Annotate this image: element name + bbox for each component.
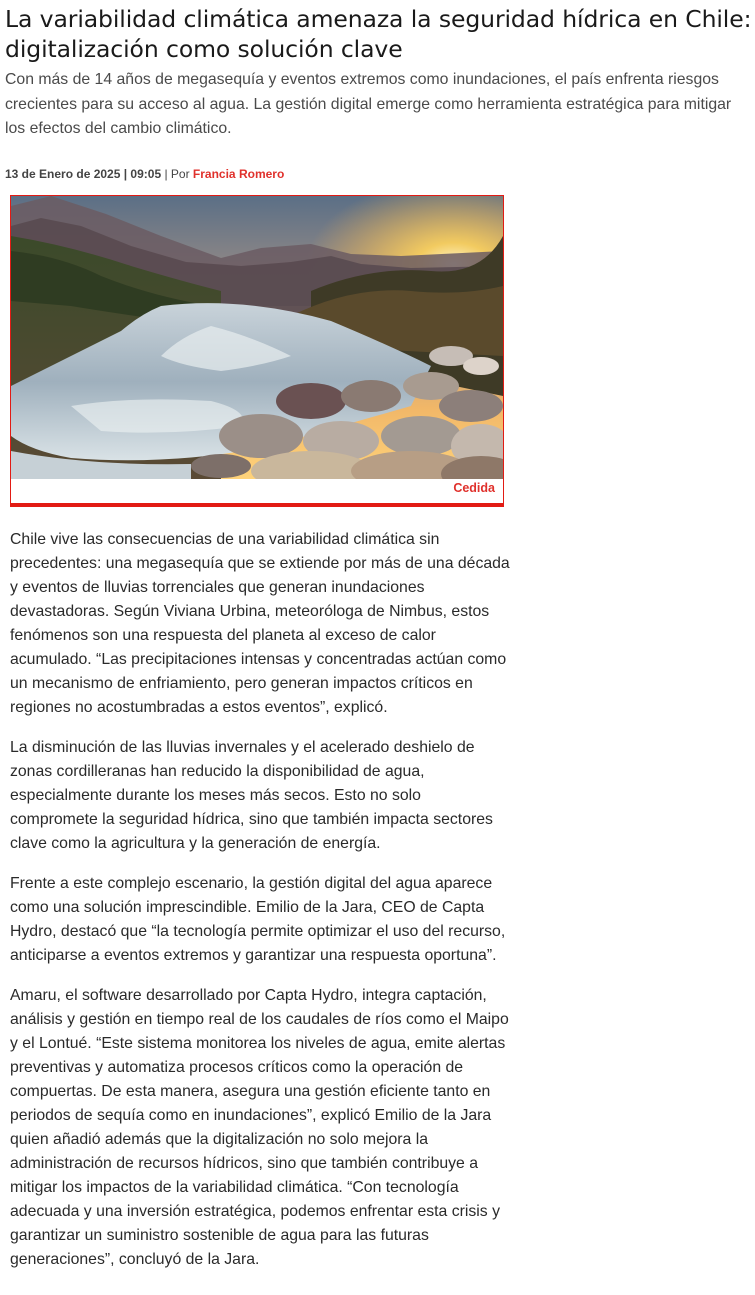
article-paragraph: Frente a este complejo escenario, la gestión digital del agua aparece como una solución imprescindible. Emilio de la Jara, CEO de Capta Hydro, destacó que “la tecnología permite optimizar el uso del recurso, anticiparse a eventos extremos y garantizar una respuesta oportuna”. xyxy=(10,875,506,964)
article-subtitle: Con más de 14 años de megasequía y eventos extremos como inundaciones, el país enfrenta riesgos crecientes para su acceso al agua. La gestión digital emerge como herramienta estratégica para mitigar los efectos del cambio climático. xyxy=(5,71,732,137)
publish-date: 13 de Enero de 2025 | 09:05 xyxy=(5,167,162,181)
image-credit: Cedida xyxy=(453,481,495,495)
lead-image-figure xyxy=(10,195,504,507)
river-sunset-photo xyxy=(11,196,503,479)
article-byline xyxy=(5,166,284,182)
article-headline: La variabilidad climática amenaza la seguridad hídrica en Chile: digitalización como solución clave xyxy=(5,5,752,63)
article-paragraph: La disminución de las lluvias invernales y el acelerado deshielo de zonas cordilleranas han reducido la disponibilidad de agua, especialmente durante los meses más secos. Esto no solo compromete la seguridad hídrica, sino que también impacta sectores clave como la agricultura y la generación de energía. xyxy=(10,739,493,852)
article-body xyxy=(10,528,510,1288)
byline-prefix: | Por xyxy=(161,167,193,181)
article-paragraph: Chile vive las consecuencias de una variabilidad climática sin precedentes: una megasequía que se extiende por más de una década y eventos de lluvias torrenciales que generan inundaciones devastadoras. Según Viviana Urbina, meteoróloga de Nimbus, estos fenómenos son una respuesta del planeta al exceso de calor acumulado. “Las precipitaciones intensas y concentradas actúan como un mecanismo de enfriamiento, pero generan impactos críticos en regiones no acostumbradas a estos eventos”, explicó. xyxy=(10,531,510,716)
author-link[interactable]: Francia Romero xyxy=(192,167,285,181)
caption-accent-bar xyxy=(10,503,504,507)
article-paragraph: Amaru, el software desarrollado por Capta Hydro, integra captación, análisis y gestión en tiempo real de los caudales de ríos como el Maipo y el Lontué. “Este sistema monitorea los niveles de agua, emite alertas preventivas y automatiza procesos críticos como la operación de compuertas. De esta manera, asegura una gestión eficiente tanto en periodos de sequía como en inundaciones”, explicó Emilio de la Jara quien añadió además que la digitalización no solo mejora la administración de recursos hídricos, sino que también contribuye a mitigar los impactos de la variabilidad climática. “Con tecnología adecuada y una inversión estratégica, podemos enfrentar esta crisis y garantizar un suministro sostenible de agua para las futuras generaciones”, concluyó de la Jara. xyxy=(10,987,509,1268)
